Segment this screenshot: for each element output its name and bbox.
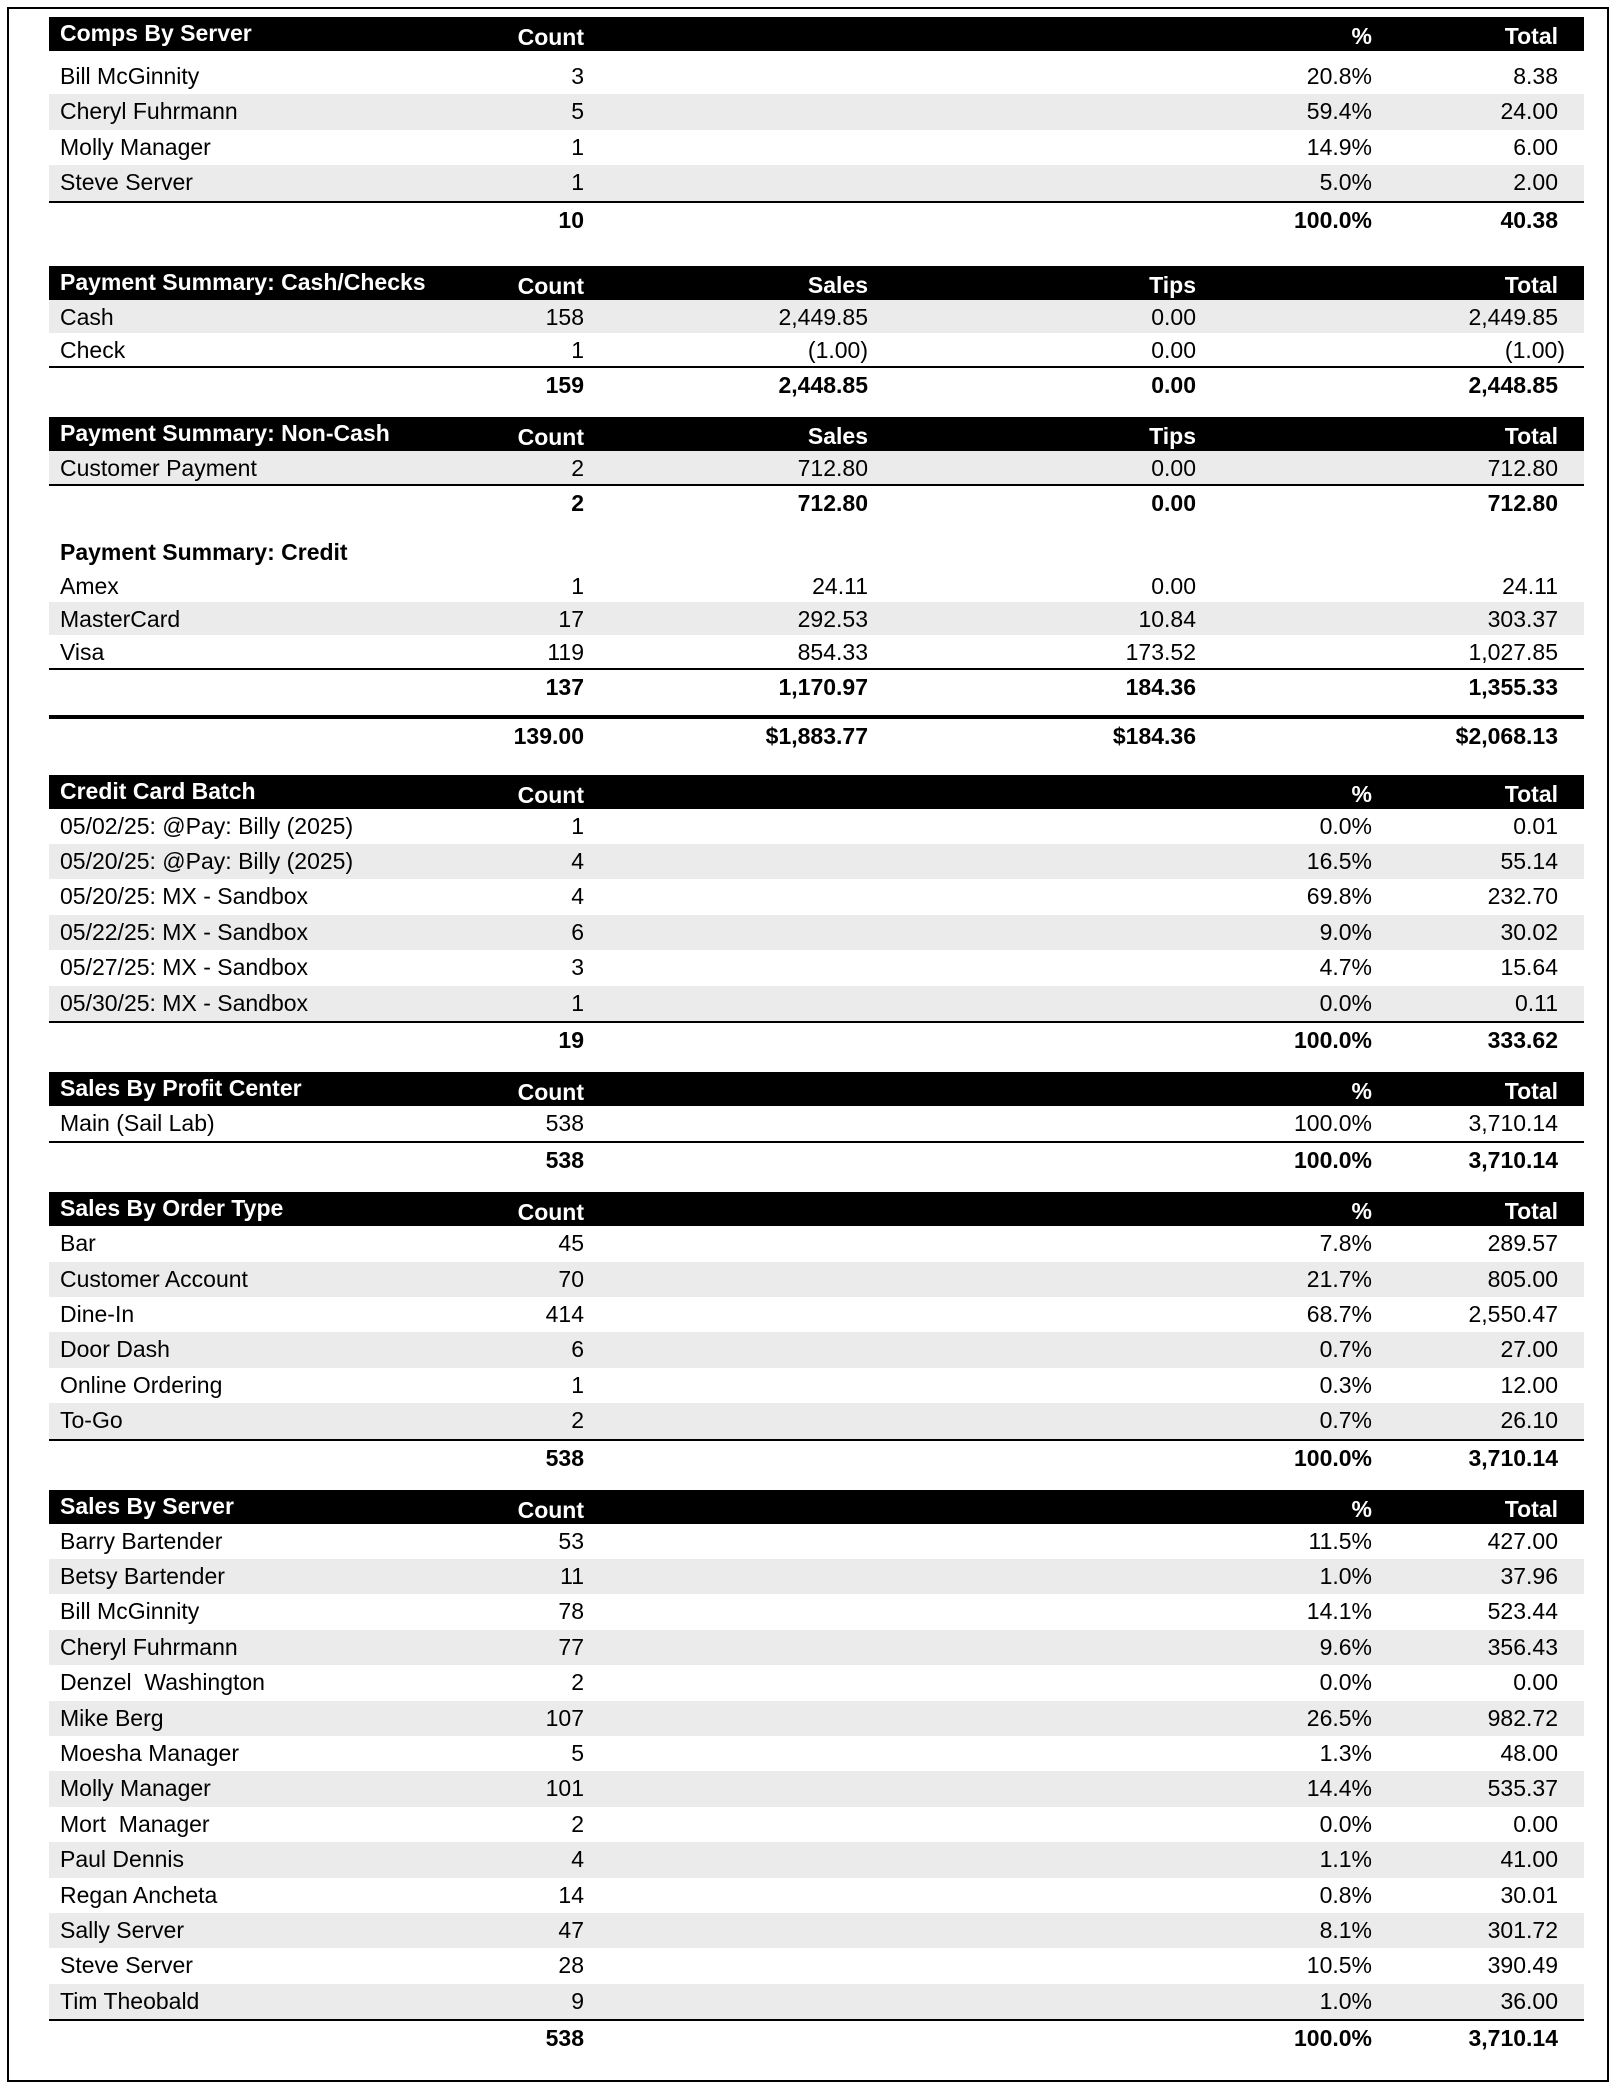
grand-total-tips: $184.36: [1112, 722, 1196, 749]
row-total: 0.00: [1513, 1669, 1558, 1696]
row-count: 6: [571, 918, 584, 945]
row-percent: 9.0%: [1319, 918, 1372, 945]
row-total: 8.38: [1513, 63, 1558, 89]
totals-count: 538: [545, 1444, 584, 1471]
row-percent: 59.4%: [1306, 98, 1372, 125]
section-title: Payment Summary: Credit: [60, 538, 348, 565]
row-percent: 0.3%: [1319, 1371, 1372, 1398]
row-label: 05/20/25: MX - Sandbox: [60, 883, 309, 910]
section-title: Payment Summary: Cash/Checks: [60, 268, 426, 295]
row-total: 2,449.85: [1468, 303, 1558, 330]
row-percent: 8.1%: [1319, 1916, 1372, 1943]
table-row: [49, 94, 1584, 129]
row-count: 78: [558, 1598, 584, 1625]
ordertype-header-row: [49, 1192, 1584, 1226]
row-percent: 9.6%: [1319, 1633, 1372, 1660]
ordertype-totals-row: [49, 1439, 1584, 1474]
row-count: 1: [571, 169, 584, 196]
row-label: Visa: [60, 638, 105, 665]
noncash-header-row: [49, 417, 1584, 451]
row-label: Cheryl Fuhrmann: [60, 1633, 238, 1660]
row-label: To-Go: [60, 1407, 123, 1434]
row-count: 1: [571, 336, 584, 363]
grand-total-count: 139.00: [513, 722, 584, 749]
report-content: [49, 17, 1584, 2054]
row-label: Molly Manager: [60, 133, 211, 160]
profit-header-row: [49, 1072, 1584, 1106]
column-header-count: Count: [517, 781, 584, 808]
table-row: [49, 1736, 1584, 1771]
totals-total: 3,710.14: [1468, 1147, 1558, 1174]
totals-total: 2,448.85: [1468, 371, 1558, 398]
row-total: 26.10: [1500, 1407, 1558, 1434]
row-label: Moesha Manager: [60, 1739, 239, 1766]
table-row: [49, 1594, 1584, 1629]
section-title: Sales By Server: [60, 1492, 234, 1519]
column-header-percent: %: [1351, 1198, 1372, 1225]
row-sales: 712.80: [797, 454, 868, 481]
grand-total-sales: $1,883.77: [765, 722, 868, 749]
totals-count: 19: [558, 1026, 584, 1053]
row-percent: 100.0%: [1293, 1109, 1372, 1136]
section-title: Sales By Order Type: [60, 1195, 284, 1222]
row-count: 2: [571, 1669, 584, 1696]
row-label: Regan Ancheta: [60, 1881, 218, 1908]
row-label: Bill McGinnity: [60, 63, 200, 89]
column-header-total: Total: [1504, 23, 1558, 49]
table-row: [49, 1524, 1584, 1559]
row-total: 37.96: [1500, 1563, 1558, 1590]
table-row: [49, 1226, 1584, 1261]
row-total: 356.43: [1487, 1633, 1558, 1660]
row-percent: 14.1%: [1306, 1598, 1372, 1625]
column-header-tips: Tips: [1149, 271, 1196, 298]
column-header-total: Total: [1504, 1495, 1558, 1522]
row-count: 5: [571, 1739, 584, 1766]
row-tips: 0.00: [1151, 303, 1196, 330]
row-count: 2: [571, 454, 584, 481]
totals-percent: 100.0%: [1293, 2025, 1372, 2052]
profit-totals-row: [49, 1141, 1584, 1176]
row-total: 41.00: [1500, 1846, 1558, 1873]
row-percent: 1.0%: [1319, 1563, 1372, 1590]
row-percent: 1.0%: [1319, 1987, 1372, 2014]
column-header-count: Count: [517, 1496, 584, 1523]
row-count: 11: [560, 1563, 584, 1590]
column-header-count: Count: [517, 24, 584, 50]
table-row: [49, 635, 1584, 668]
row-percent: 4.7%: [1319, 954, 1372, 981]
row-total: 0.00: [1513, 1810, 1558, 1837]
row-count: 14: [558, 1881, 584, 1908]
row-label: Molly Manager: [60, 1775, 211, 1802]
grand-total-total: $2,068.13: [1455, 722, 1558, 749]
row-label: 05/22/25: MX - Sandbox: [60, 918, 309, 945]
column-header-percent: %: [1351, 1495, 1372, 1522]
table-row: [49, 1984, 1584, 2019]
row-total: 805.00: [1487, 1265, 1558, 1292]
row-total: 27.00: [1500, 1336, 1558, 1363]
credit-title-row: [49, 535, 1584, 569]
row-percent: 1.1%: [1319, 1846, 1372, 1873]
row-count: 107: [545, 1704, 584, 1731]
row-label: Customer Payment: [60, 454, 257, 481]
row-label: Steve Server: [60, 169, 193, 196]
row-label: MasterCard: [60, 605, 181, 632]
row-count: 53: [558, 1527, 584, 1554]
table-row: [49, 1297, 1584, 1332]
row-count: 158: [545, 303, 584, 330]
row-total: 24.11: [1502, 572, 1558, 599]
column-header-total: Total: [1504, 1077, 1558, 1104]
table-row: [49, 1807, 1584, 1842]
row-count: 2: [571, 1810, 584, 1837]
server-header-row: [49, 1490, 1584, 1524]
table-row: [49, 1948, 1584, 1983]
totals-total: 712.80: [1487, 489, 1558, 516]
row-percent: 68.7%: [1306, 1301, 1372, 1328]
row-count: 5: [571, 98, 584, 125]
row-percent: 1.3%: [1319, 1739, 1372, 1766]
row-percent: 26.5%: [1306, 1704, 1372, 1731]
row-percent: 14.4%: [1306, 1775, 1372, 1802]
row-total: 3,710.14: [1468, 1109, 1558, 1136]
row-label: Check: [60, 336, 126, 363]
row-total: 15.64: [1500, 954, 1558, 981]
server-totals-row: [49, 2019, 1584, 2054]
totals-sales: 2,448.85: [778, 371, 868, 398]
table-row: [49, 130, 1584, 165]
table-row: [49, 1771, 1584, 1806]
row-tips: 0.00: [1151, 572, 1196, 599]
row-total: 303.37: [1487, 605, 1558, 632]
column-header-total: Total: [1504, 422, 1558, 449]
row-percent: 11.5%: [1308, 1527, 1372, 1554]
totals-sales: 712.80: [797, 489, 868, 516]
row-total: 301.72: [1487, 1916, 1558, 1943]
credit-totals-row: [49, 668, 1584, 703]
row-label: Amex: [60, 572, 119, 599]
table-row: [49, 950, 1584, 985]
row-percent: 5.0%: [1319, 169, 1372, 196]
section-title: Credit Card Batch: [60, 777, 256, 804]
totals-total: 333.62: [1487, 1026, 1558, 1053]
row-tips: 0.00: [1151, 336, 1196, 363]
row-count: 1: [571, 812, 584, 839]
row-label: 05/27/25: MX - Sandbox: [60, 954, 309, 981]
row-count: 101: [545, 1775, 584, 1802]
row-percent: 10.5%: [1306, 1952, 1372, 1979]
row-label: Door Dash: [60, 1336, 170, 1363]
row-percent: 7.8%: [1319, 1230, 1372, 1257]
grand-total-row: [49, 715, 1584, 759]
column-header-percent: %: [1351, 23, 1372, 49]
cash-header-row: [49, 266, 1584, 300]
table-row: [49, 1262, 1584, 1297]
row-label: Barry Bartender: [60, 1527, 223, 1554]
table-row: [49, 1106, 1584, 1141]
row-total: 6.00: [1513, 133, 1558, 160]
comps-totals-row: [49, 201, 1584, 236]
totals-tips: 0.00: [1151, 489, 1196, 516]
column-header-sales: Sales: [807, 271, 868, 298]
row-total: 12.00: [1500, 1371, 1558, 1398]
row-percent: 14.9%: [1306, 133, 1372, 160]
row-count: 4: [571, 883, 584, 910]
row-total: 232.70: [1487, 883, 1558, 910]
row-percent: 0.0%: [1319, 1669, 1372, 1696]
totals-percent: 100.0%: [1293, 1026, 1372, 1053]
table-row: [49, 1368, 1584, 1403]
totals-count: 538: [545, 2025, 584, 2052]
report-page: [7, 7, 1609, 2082]
column-header-total: Total: [1504, 1198, 1558, 1225]
row-percent: 21.7%: [1306, 1265, 1372, 1292]
column-header-count: Count: [517, 272, 584, 299]
row-label: Mort Manager: [60, 1810, 210, 1837]
column-header-count: Count: [517, 1199, 584, 1226]
totals-total: 40.38: [1500, 206, 1558, 233]
totals-count: 538: [545, 1147, 584, 1174]
row-total: 982.72: [1487, 1704, 1558, 1731]
row-count: 538: [545, 1109, 584, 1136]
section-title: Payment Summary: Non-Cash: [60, 419, 390, 446]
row-tips: 0.00: [1151, 454, 1196, 481]
row-label: 05/20/25: @Pay: Billy (2025): [60, 847, 354, 874]
row-count: 28: [558, 1952, 584, 1979]
row-label: Online Ordering: [60, 1371, 223, 1398]
column-header-total: Total: [1504, 780, 1558, 807]
row-tips: 10.84: [1138, 605, 1196, 632]
row-sales: 24.11: [812, 572, 868, 599]
row-count: 1: [571, 133, 584, 160]
table-row: [49, 1842, 1584, 1877]
row-total: 712.80: [1487, 454, 1558, 481]
column-header-percent: %: [1351, 1077, 1372, 1104]
row-count: 1: [571, 572, 584, 599]
totals-tips: 184.36: [1125, 673, 1196, 700]
row-count: 119: [547, 638, 584, 665]
totals-count: 137: [545, 673, 584, 700]
row-label: Cash: [60, 303, 114, 330]
row-total: 55.14: [1500, 847, 1558, 874]
totals-count: 10: [558, 206, 584, 233]
row-count: 47: [558, 1916, 584, 1943]
column-header-tips: Tips: [1149, 422, 1196, 449]
table-row: [49, 165, 1584, 200]
row-total: 30.01: [1500, 1881, 1558, 1908]
row-count: 9: [571, 1987, 584, 2014]
row-percent: 20.8%: [1306, 63, 1372, 89]
table-row: [49, 915, 1584, 950]
row-count: 70: [558, 1265, 584, 1292]
row-count: 4: [571, 1846, 584, 1873]
row-label: Mike Berg: [60, 1704, 164, 1731]
row-total: 2.00: [1513, 169, 1558, 196]
row-count: 45: [558, 1230, 584, 1257]
row-total: 523.44: [1487, 1598, 1558, 1625]
row-total: 36.00: [1500, 1987, 1558, 2014]
row-label: 05/30/25: MX - Sandbox: [60, 989, 309, 1016]
column-header-percent: %: [1351, 780, 1372, 807]
totals-count: 159: [545, 371, 584, 398]
section-title: Comps By Server: [60, 20, 252, 46]
table-row: [49, 1913, 1584, 1948]
table-row: [49, 59, 1584, 94]
row-count: 1: [571, 989, 584, 1016]
row-label: Main (Sail Lab): [60, 1109, 215, 1136]
totals-percent: 100.0%: [1293, 1444, 1372, 1471]
row-count: 414: [545, 1301, 584, 1328]
table-row: [49, 986, 1584, 1021]
row-count: 17: [558, 605, 584, 632]
row-count: 3: [571, 63, 584, 89]
row-total: 24.00: [1500, 98, 1558, 125]
row-label: Bar: [60, 1230, 96, 1257]
row-count: 4: [571, 847, 584, 874]
row-total: 390.49: [1487, 1952, 1558, 1979]
row-percent: 16.5%: [1306, 847, 1372, 874]
table-row: [49, 569, 1584, 602]
totals-total: 3,710.14: [1468, 2025, 1558, 2052]
totals-count: 2: [571, 489, 584, 516]
row-label: Steve Server: [60, 1952, 193, 1979]
table-row: [49, 1878, 1584, 1913]
table-row: [49, 879, 1584, 914]
row-label: Sally Server: [60, 1916, 184, 1943]
table-row: [49, 602, 1584, 635]
table-row: [49, 1332, 1584, 1367]
column-header-total: Total: [1504, 271, 1558, 298]
totals-total: 3,710.14: [1468, 1444, 1558, 1471]
row-label: Tim Theobald: [60, 1987, 200, 2014]
row-total: 535.37: [1487, 1775, 1558, 1802]
row-label: Customer Account: [60, 1265, 248, 1292]
row-percent: 69.8%: [1306, 883, 1372, 910]
row-sales: 854.33: [797, 638, 868, 665]
row-total: 30.02: [1500, 918, 1558, 945]
section-title: Sales By Profit Center: [60, 1074, 302, 1101]
row-tips: 173.52: [1125, 638, 1196, 665]
totals-percent: 100.0%: [1293, 206, 1372, 233]
row-label: Cheryl Fuhrmann: [60, 98, 238, 125]
table-row: [49, 1665, 1584, 1700]
table-row: [49, 333, 1584, 366]
row-total: 1,027.85: [1468, 638, 1558, 665]
table-row: [49, 1630, 1584, 1665]
row-label: Denzel Washington: [60, 1669, 265, 1696]
column-header-count: Count: [517, 1078, 584, 1105]
row-count: 3: [571, 954, 584, 981]
table-row: [49, 844, 1584, 879]
table-row: [49, 1701, 1584, 1736]
row-label: Paul Dennis: [60, 1846, 185, 1873]
row-count: 1: [571, 1371, 584, 1398]
row-total: 48.00: [1500, 1739, 1558, 1766]
row-total: 2,550.47: [1468, 1301, 1558, 1328]
row-sales: (1.00): [807, 336, 868, 363]
totals-tips: 0.00: [1151, 371, 1196, 398]
row-percent: 0.7%: [1319, 1336, 1372, 1363]
row-count: 77: [558, 1633, 584, 1660]
row-label: Dine-In: [60, 1301, 135, 1328]
row-sales: 2,449.85: [778, 303, 868, 330]
row-percent: 0.0%: [1319, 1810, 1372, 1837]
batch-totals-row: [49, 1021, 1584, 1056]
column-header-count: Count: [517, 423, 584, 450]
noncash-totals-row: [49, 484, 1584, 519]
row-total: 0.01: [1513, 812, 1558, 839]
table-row: [49, 1559, 1584, 1594]
cash-totals-row: [49, 366, 1584, 401]
row-label: 05/02/25: @Pay: Billy (2025): [60, 812, 354, 839]
row-sales: 292.53: [797, 605, 868, 632]
row-percent: 0.0%: [1319, 989, 1372, 1016]
totals-percent: 100.0%: [1293, 1147, 1372, 1174]
totals-total: 1,355.33: [1468, 673, 1558, 700]
row-label: Betsy Bartender: [60, 1563, 225, 1590]
row-percent: 0.0%: [1319, 812, 1372, 839]
table-row: [49, 451, 1584, 484]
table-row: [49, 809, 1584, 844]
row-percent: 0.8%: [1319, 1881, 1372, 1908]
row-label: Bill McGinnity: [60, 1598, 200, 1625]
row-total: 289.57: [1487, 1230, 1558, 1257]
batch-header-row: [49, 775, 1584, 809]
table-row: [49, 1403, 1584, 1438]
table-row: [49, 300, 1584, 333]
row-percent: 0.7%: [1319, 1407, 1372, 1434]
row-total: 0.11: [1514, 989, 1558, 1016]
comps-header-row: [49, 17, 1584, 51]
totals-sales: 1,170.97: [778, 673, 868, 700]
row-count: 2: [571, 1407, 584, 1434]
row-count: 6: [571, 1336, 584, 1363]
column-header-sales: Sales: [807, 422, 868, 449]
row-total: 427.00: [1487, 1527, 1558, 1554]
row-total: (1.00): [1504, 336, 1565, 363]
